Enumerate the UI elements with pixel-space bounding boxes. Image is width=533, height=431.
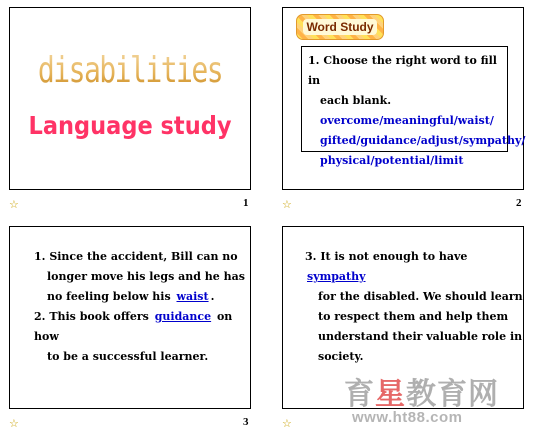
word-list-line: physical/potential/limit: [320, 154, 464, 167]
text-line: 1. Since the accident, Bill can no: [34, 250, 238, 263]
text-line: to be a successful learner.: [47, 350, 209, 363]
site-watermark: [344, 369, 529, 429]
word-study-badge: [296, 14, 384, 40]
text-line: society.: [318, 350, 364, 363]
slide-2[interactable]: [282, 7, 524, 190]
word-study-label: Word Study: [303, 19, 377, 35]
text-line: [34, 307, 250, 347]
text-line: understand their valuable role in: [318, 330, 523, 343]
answer-sympathy: sympathy: [307, 270, 366, 283]
star-icon: ☆: [282, 417, 292, 430]
watermark-segment: 教育网: [406, 377, 499, 412]
instruction-box: [301, 46, 526, 167]
slide-1-number: 1: [243, 197, 249, 209]
text-segment: 2. This book offers: [34, 310, 149, 323]
answer-guidance: guidance: [154, 310, 212, 323]
answer-waist: waist: [176, 290, 209, 303]
text-line: to respect them and help them: [318, 310, 509, 323]
slide-3-text: [34, 247, 250, 367]
text-segment: on how: [34, 310, 233, 343]
watermark-cn-text: [344, 369, 499, 413]
slide-4-text: [305, 247, 523, 367]
text-line: for the disabled. We should learn: [318, 290, 523, 303]
slide-1-subtitle: Language study: [28, 111, 232, 140]
word-list-line: overcome/meaningful/waist/: [320, 114, 494, 127]
slide-2-number: 2: [516, 197, 522, 209]
slide-3-number: 3: [243, 416, 249, 428]
instruction-line: 1. Choose the right word to fill in: [308, 54, 497, 87]
text-segment: 3. It is not enough to have: [305, 250, 468, 263]
slide-3[interactable]: [9, 226, 251, 409]
instruction-line: each blank.: [320, 94, 392, 107]
star-icon: ☆: [9, 198, 19, 211]
word-list-line: gifted/guidance/adjust/sympathy/: [320, 134, 526, 147]
star-icon: ☆: [282, 198, 292, 211]
text-line: [305, 247, 523, 287]
slide-1[interactable]: [9, 7, 251, 190]
text-segment: .: [210, 290, 215, 303]
text-line: longer move his legs and he has: [47, 270, 245, 283]
watermark-segment-red: 星: [375, 377, 406, 412]
star-icon: ☆: [9, 417, 19, 430]
text-segment: no feeling below his: [47, 290, 171, 303]
watermark-url: www.ht88.com: [352, 409, 463, 426]
slide-1-title: disabilities: [37, 50, 223, 91]
watermark-segment: 育: [344, 377, 375, 412]
text-line: [34, 287, 250, 307]
